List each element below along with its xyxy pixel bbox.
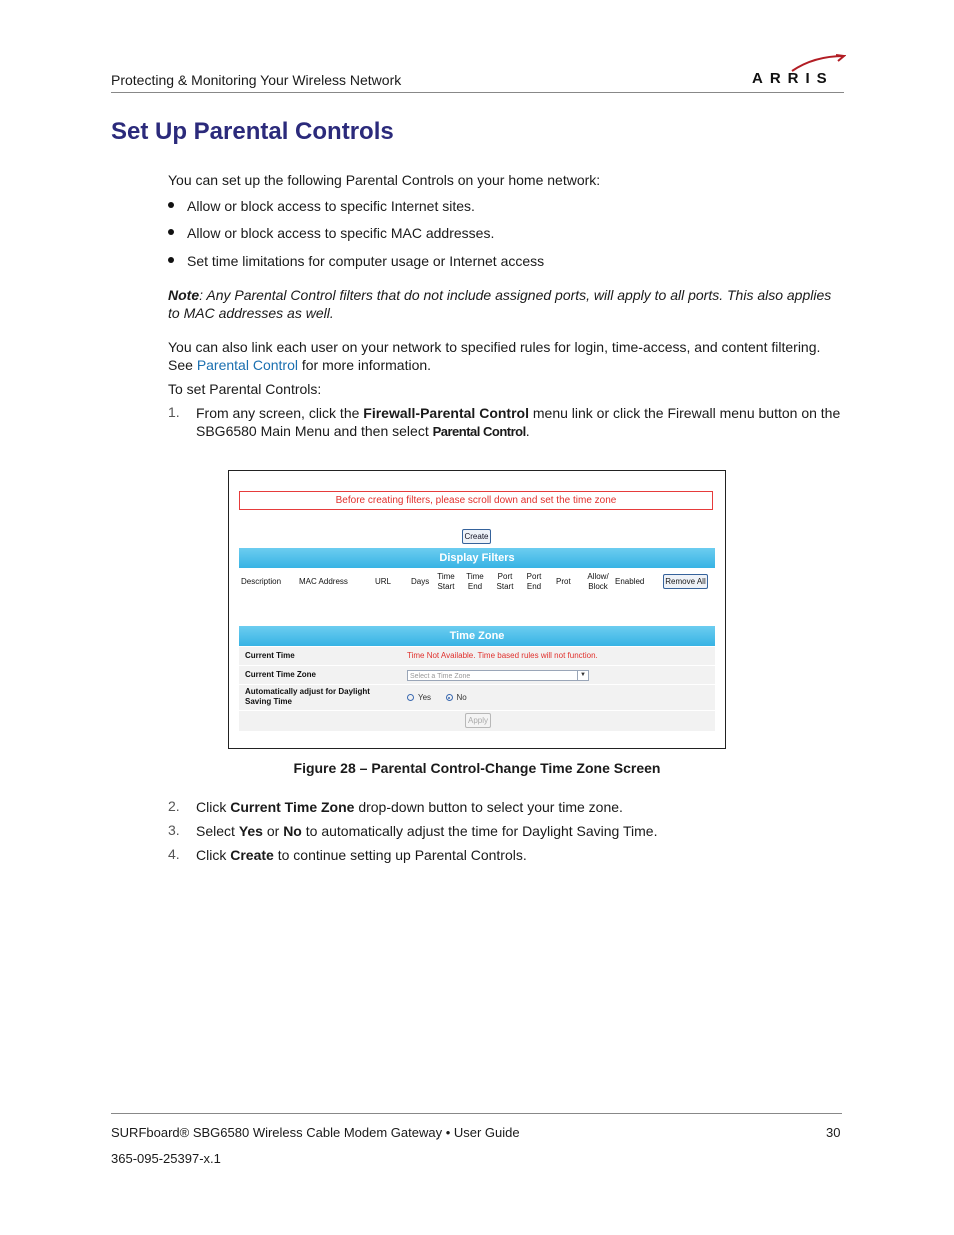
running-header: Protecting & Monitoring Your Wireless Network: [111, 72, 402, 88]
current-time-value: Time Not Available. Time based rules will not function.: [407, 651, 598, 660]
dst-label: Automatically adjust for Daylight Saving Time: [245, 687, 370, 706]
to-set-text: To set Parental Controls:: [168, 381, 322, 397]
step-number: 4.: [168, 846, 180, 862]
column-header: Enabled: [615, 577, 645, 586]
footer-product: SURFboard® SBG6580 Wireless Cable Modem Gateway • User Guide: [111, 1125, 520, 1140]
bullet-item: Allow or block access to specific Internet sites.: [168, 198, 475, 214]
arris-logo: [752, 52, 846, 90]
no-radio[interactable]: [446, 694, 453, 701]
time-zone-row: [239, 666, 715, 684]
step-4: Click Create to continue setting up Parental Controls.: [196, 847, 527, 863]
chevron-down-icon: ▼: [577, 671, 588, 680]
column-header: Port Start: [496, 572, 514, 591]
note-paragraph: Note: Any Parental Control filters that do not include assigned ports, will apply to all ports. This also applies to MAC addresses as well.: [168, 287, 832, 321]
logo-text: ARRIS: [752, 70, 834, 87]
yes-radio[interactable]: [407, 694, 414, 701]
parental-control-link[interactable]: Parental Control: [196, 357, 298, 373]
figure-caption: Figure 28 – Parental Control-Change Time Zone Screen: [293, 760, 661, 776]
footer-rule: [111, 1113, 842, 1114]
document-id: 365-095-25397-x.1: [111, 1151, 221, 1166]
bullet-item: Allow or block access to specific MAC addresses.: [168, 225, 494, 241]
bullet-icon: [168, 229, 174, 235]
bullet-icon: [168, 257, 174, 263]
column-header: URL: [375, 577, 392, 586]
page-number: 30: [826, 1125, 841, 1140]
column-header: Days: [411, 577, 430, 586]
header-rule: [111, 92, 844, 93]
note-label: Note: [168, 287, 200, 303]
dst-options: Yes No: [407, 693, 467, 702]
column-header: Port End: [526, 572, 542, 591]
create-button[interactable]: Create: [462, 529, 491, 544]
step-2: Click Current Time Zone drop-down button to select your time zone.: [196, 799, 623, 815]
timezone-warning: Before creating filters, please scroll down and set the time zone: [239, 491, 713, 510]
current-time-row: [239, 647, 715, 665]
step-number: 1.: [168, 404, 180, 420]
apply-button[interactable]: Apply: [465, 713, 491, 728]
column-header: Prot: [556, 577, 571, 586]
remove-all-button[interactable]: Remove All: [663, 574, 708, 589]
column-header: MAC Address: [299, 577, 348, 586]
display-filters-header: Display Filters: [239, 548, 715, 568]
dst-row: [239, 685, 715, 710]
page-title: Set Up Parental Controls: [111, 118, 394, 145]
column-header: Time End: [466, 572, 484, 591]
current-time-zone-label: Current Time Zone: [245, 670, 316, 679]
parental-control-screenshot: [228, 470, 726, 749]
current-time-label: Current Time: [245, 651, 295, 660]
step-number: 2.: [168, 798, 180, 814]
logo-swoosh-icon: [752, 52, 846, 72]
intro-text: You can set up the following Parental Controls on your home network:: [168, 172, 601, 188]
column-header: Allow/ Block: [587, 572, 609, 591]
column-header: Time Start: [437, 572, 455, 591]
step-1: From any screen, click the Firewall-Parental Control menu link or click the Firewall menu button on the SBG6580 Main Menu and then select Parental Control.: [196, 405, 841, 439]
step-3: Select Yes or No to automatically adjust the time for Daylight Saving Time.: [196, 823, 658, 839]
link-paragraph: You can also link each user on your network to specified rules for login, time-access, and content filtering. See Parental Control for more information.: [168, 339, 821, 373]
time-zone-header: Time Zone: [239, 626, 715, 646]
time-zone-select[interactable]: Select a Time Zone ▼: [407, 670, 589, 681]
step-number: 3.: [168, 822, 180, 838]
bullet-icon: [168, 202, 174, 208]
bullet-item: Set time limitations for computer usage or Internet access: [168, 253, 544, 269]
column-header: Description: [241, 577, 282, 586]
